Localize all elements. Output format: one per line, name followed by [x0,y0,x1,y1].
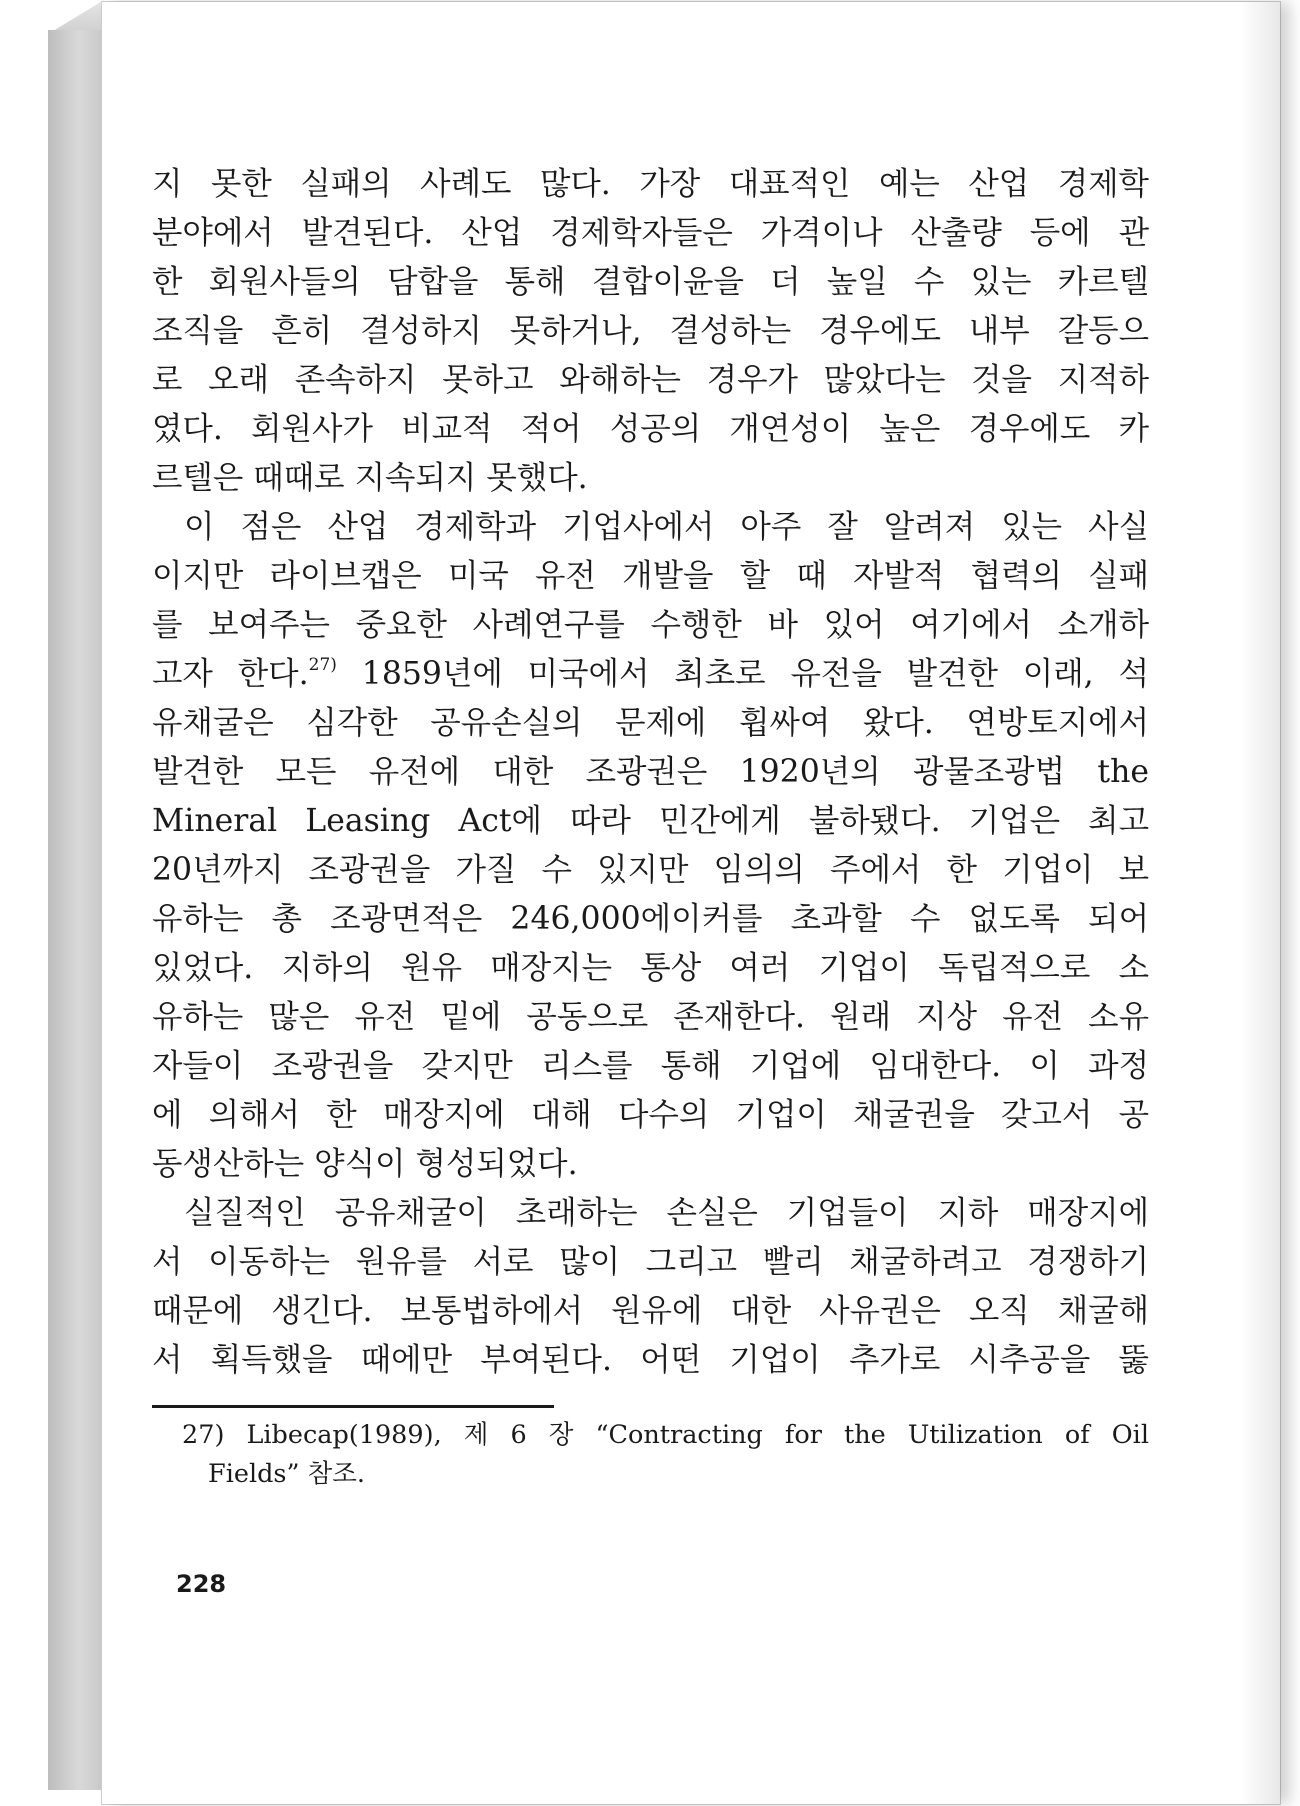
text-line: 조직을 흔히 결성하지 못하거나, 결성하는 경우에도 내부 갈등으 [152,313,1149,349]
text-line: 로 오래 존속하지 못하고 와해하는 경우가 많았다는 것을 지적하 [152,362,1149,398]
text-line: 를 보여주는 중요한 사례연구를 수행한 바 있어 여기에서 소개하 [152,607,1149,643]
text-line: 20년까지 조광권을 가질 수 있지만 임의의 주에서 한 기업이 보 [152,852,1149,888]
text-line: 이지만 라이브캡은 미국 유전 개발을 할 때 자발적 협력의 실패 [152,558,1149,594]
footnote-line: 27) Libecap(1989), 제 6 장 “Contracting for the Utilization of Oil [182,1420,1149,1450]
text-line: 르텔은 때때로 지속되지 못했다. [152,460,588,496]
book-spine-top [48,0,104,34]
footnote-line: Fields” 참조. [208,1459,366,1489]
text-line: 때문에 생긴다. 보통법하에서 원유에 대한 사유권은 오직 채굴해 [152,1293,1149,1329]
text-line: 한 회원사들의 담합을 통해 결합이윤을 더 높일 수 있는 카르텔 [152,264,1149,300]
text-line: 였다. 회원사가 비교적 적어 성공의 개연성이 높은 경우에도 카 [152,411,1149,447]
text-line: 유하는 총 조광면적은 246,000에이커를 초과할 수 없도록 되어 [152,901,1149,937]
text-line: Mineral Leasing Act에 따라 민간에게 불하됐다. 기업은 최고 [152,803,1149,839]
book-spine [48,30,104,1790]
text-segment: 1859년에 미국에서 최초로 유전을 발견한 이래, 석 [336,656,1149,692]
text-line: 동생산하는 양식이 형성되었다. [152,1146,578,1182]
footnote [152,1416,1149,1494]
page-edge-shade [1240,2,1280,1804]
text-line: 서 이동하는 원유를 서로 많이 그리고 빨리 채굴하려고 경쟁하기 [152,1244,1149,1280]
footnote-divider [152,1405,554,1408]
text-line: 있었다. 지하의 원유 매장지는 통상 여러 기업이 독립적으로 소 [152,950,1149,986]
text-line: 이 점은 산업 경제학과 기업사에서 아주 잘 알려져 있는 사실 [184,509,1149,545]
page-number: 228 [176,1570,227,1598]
text-line: 분야에서 발견된다. 산업 경제학자들은 가격이나 산출량 등에 관 [152,215,1149,251]
text-line: 지 못한 실패의 사례도 많다. 가장 대표적인 예는 산업 경제학 [152,166,1149,202]
text-line: 실질적인 공유채굴이 초래하는 손실은 기업들이 지하 매장지에 [184,1195,1149,1231]
body-text [152,160,1149,1385]
text-line: 유하는 많은 유전 밑에 공동으로 존재한다. 원래 지상 유전 소유 [152,999,1149,1035]
text-line: 에 의해서 한 매장지에 대해 다수의 기업이 채굴권을 갖고서 공 [152,1097,1149,1133]
text-line: 자들이 조광권을 갖지만 리스를 통해 기업에 임대한다. 이 과정 [152,1048,1149,1084]
text-line: 서 획득했을 때에만 부여된다. 어떤 기업이 추가로 시추공을 뚫 [152,1342,1149,1378]
text-line: 유채굴은 심각한 공유손실의 문제에 휩싸여 왔다. 연방토지에서 [152,705,1149,741]
text-line-with-footnote [152,650,1149,699]
footnote-marker: 27) [308,655,337,675]
text-segment: 고자 한다. [152,656,309,692]
text-line: 발견한 모든 유전에 대한 조광권은 1920년의 광물조광법 the [152,754,1149,790]
